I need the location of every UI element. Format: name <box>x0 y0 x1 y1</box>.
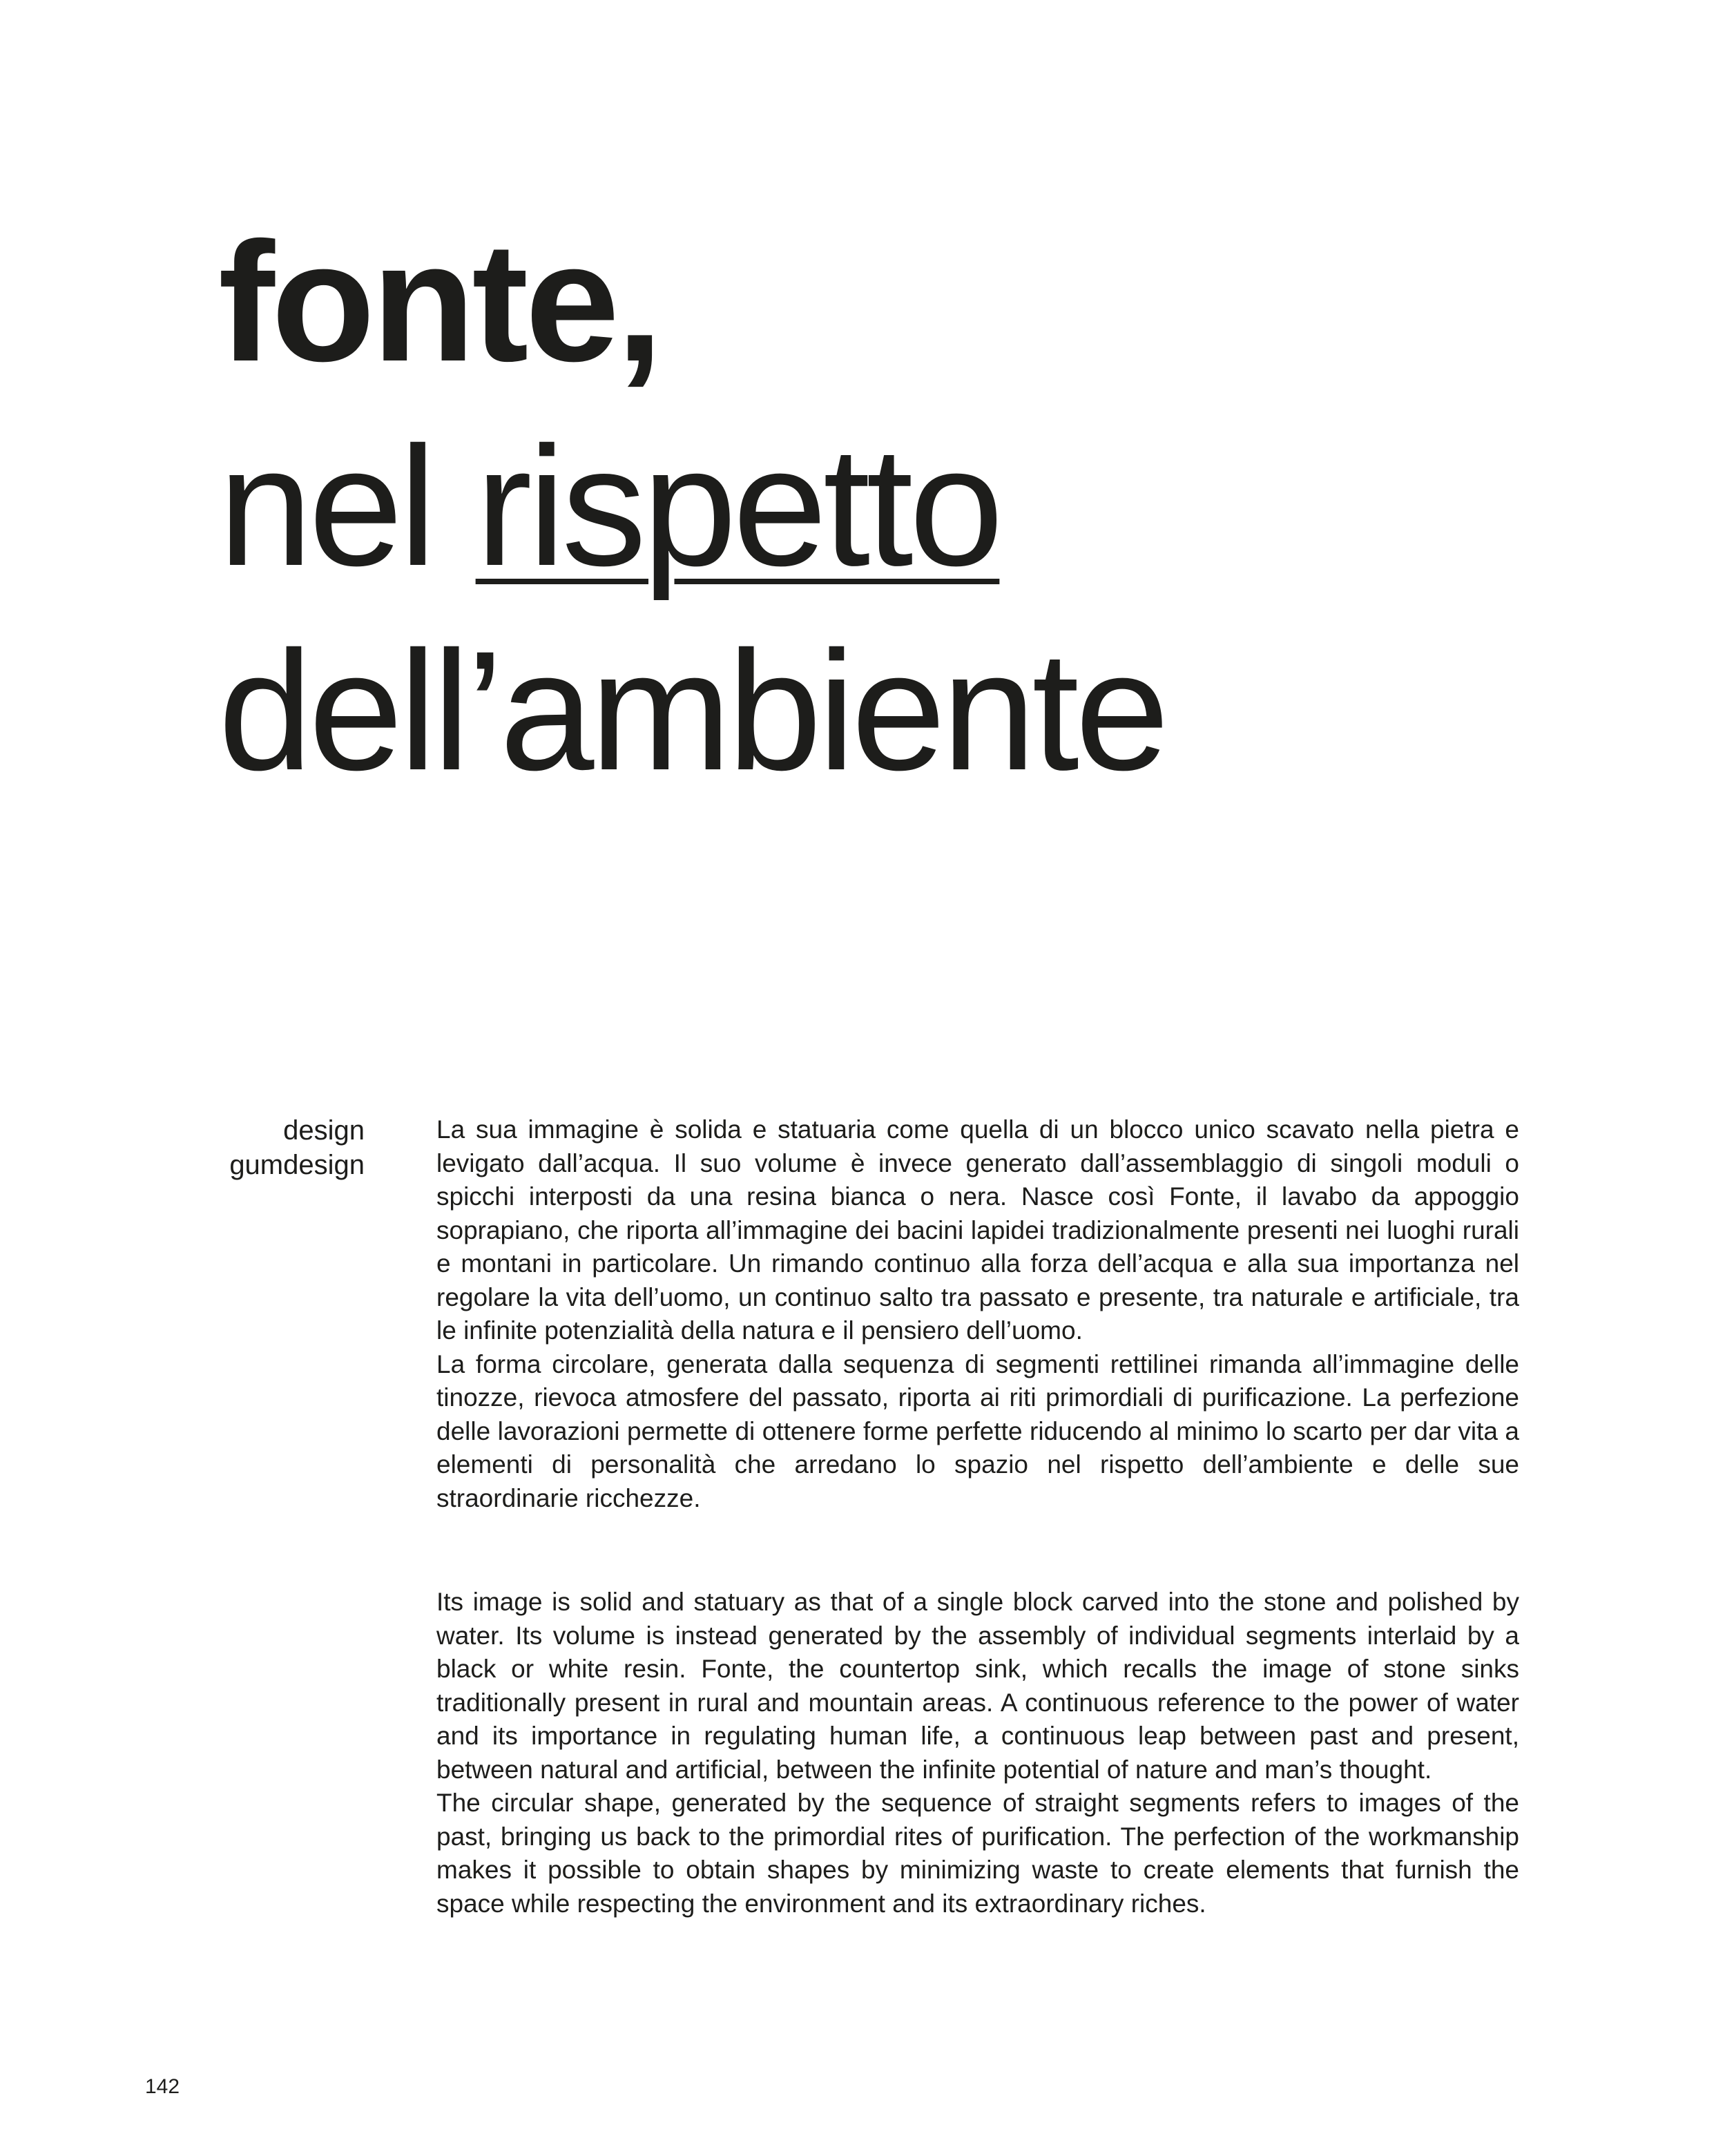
title-line-1: fonte, <box>218 207 660 397</box>
title-line-3: dell’ambiente <box>218 616 1166 806</box>
credit-label: design <box>283 1115 365 1146</box>
english-paragraph-2: The circular shape, generated by the sequence of straight segments refers to images of the past, bringing us back to the primordial rites of purification. The perfection of the workmanship makes it possible to obtain shapes by minimizing waste to create elements that furnish the space while respecting the environment and its extraordinary riches. <box>436 1789 1519 1918</box>
italian-paragraph-2: La forma circolare, generata dalla sequenza di segmenti rettilinei rimanda all’immagine delle tinozze, rievoca atmosfere del passato, riporta ai riti primordiali di purificazione. La perfezione delle lavorazioni permette di ottenere forme perfette riducendo al minimo lo scarto per dar vita a elementi di personalità che arredano lo spazio nel rispetto dell’ambiente e delle sue straordinarie ricchezze. <box>436 1349 1519 1512</box>
english-paragraph-1: Its image is solid and statuary as that of a single block carved into the stone and polished by water. Its volume is instead generated by the assembly of individual segments interlaid by a black or white resin. Fonte, the countertop sink, which recalls the image of stone sinks traditionally present in rural and mountain areas. A continuous reference to the power of water and its importance in regulating human life, a continuous leap between past and present, between natural and artificial, between the infinite potential of nature and man’s thought. <box>436 1588 1519 1784</box>
page-title <box>218 200 1166 814</box>
page-number: 142 <box>145 2075 180 2098</box>
design-credit <box>138 1113 365 1182</box>
credit-name: gumdesign <box>229 1150 365 1180</box>
italian-paragraph-1: La sua immagine è solida e statuaria come quella di un blocco unico scavato nella pietra e levigato dall’acqua. Il suo volume è invece generato dall’assemblaggio di singoli moduli o spicchi interposti da una resina bianca o nera. Nasce così Fonte, il lavabo da appoggio soprapiano, che riporta all’immagine dei bacini lapidei tradizionalmente presenti nei luoghi rurali e montani in particolare. Un rimando continuo alla forza dell’acqua e alla sua importanza nel regolare la vita dell’uomo, un continuo salto tra passato e presente, tra naturale e artificiale, tra le infinite potenzialità della natura e il pensiero dell’uomo. <box>436 1115 1519 1345</box>
italian-text <box>436 1113 1519 1515</box>
english-text <box>436 1586 1519 1921</box>
title-line-2-prefix: nel <box>218 412 476 601</box>
title-line-2 <box>218 405 1166 609</box>
title-underlined-word: rispetto <box>475 412 1000 601</box>
